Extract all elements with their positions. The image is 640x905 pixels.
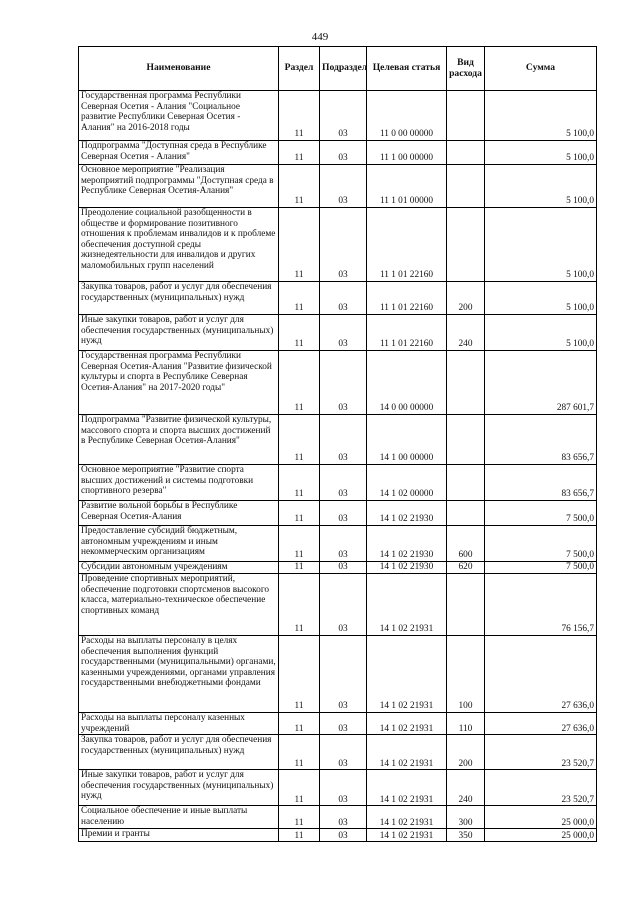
cell-vid: 350	[447, 829, 485, 842]
cell-vid	[447, 141, 485, 165]
cell-razdel: 11	[279, 165, 320, 208]
table-row	[79, 735, 597, 770]
cell-razdel: 11	[279, 574, 320, 636]
cell-name: Субсидии автономным учреждениям	[79, 562, 279, 574]
page-number: 449	[311, 31, 329, 43]
cell-razdel: 11	[279, 351, 320, 415]
table-body	[79, 91, 597, 842]
header-sum: Сумма	[485, 47, 597, 91]
cell-razdel: 11	[279, 208, 320, 282]
cell-target: 11 1 01 00000	[367, 165, 447, 208]
cell-sum: 5 100,0	[485, 91, 597, 141]
cell-sum: 5 100,0	[485, 208, 597, 282]
table-row	[79, 165, 597, 208]
cell-name: Иные закупки товаров, работ и услуг для обеспечения государственных (муниципальных) нужд	[79, 315, 279, 351]
table-row	[79, 501, 597, 526]
cell-podrazdel: 03	[320, 562, 367, 574]
cell-vid: 100	[447, 636, 485, 713]
cell-target: 11 1 00 00000	[367, 141, 447, 165]
cell-name: Основное мероприятие "Развитие спорта высших достижений и системы подготовки спортивного резерва"	[79, 465, 279, 501]
cell-target: 14 1 02 21931	[367, 636, 447, 713]
cell-podrazdel: 03	[320, 315, 367, 351]
cell-razdel: 11	[279, 501, 320, 526]
cell-name: Подпрограмма "Развитие физической культуры, массового спорта и спорта высших достижений в Республике Северная Осетия-Алания"	[79, 415, 279, 465]
cell-vid: 300	[447, 806, 485, 829]
cell-name: Социальное обеспечение и иные выплаты населению	[79, 806, 279, 829]
cell-razdel: 11	[279, 282, 320, 315]
cell-target: 11 1 01 22160	[367, 208, 447, 282]
cell-sum: 83 656,7	[485, 415, 597, 465]
cell-vid	[447, 415, 485, 465]
cell-sum: 5 100,0	[485, 141, 597, 165]
cell-razdel: 11	[279, 415, 320, 465]
header-vid: Вид расхода	[447, 47, 485, 91]
cell-sum: 7 500,0	[485, 526, 597, 562]
cell-name: Закупка товаров, работ и услуг для обеспечения государственных (муниципальных) нужд	[79, 282, 279, 315]
cell-vid	[447, 165, 485, 208]
cell-target: 14 1 02 21930	[367, 562, 447, 574]
table-row	[79, 465, 597, 501]
cell-razdel: 11	[279, 806, 320, 829]
header-razdel: Раздел	[279, 47, 320, 91]
table-row	[79, 315, 597, 351]
cell-podrazdel: 03	[320, 713, 367, 735]
cell-podrazdel: 03	[320, 574, 367, 636]
cell-target: 14 1 02 21931	[367, 770, 447, 806]
cell-podrazdel: 03	[320, 208, 367, 282]
table-row	[79, 636, 597, 713]
cell-razdel: 11	[279, 770, 320, 806]
cell-podrazdel: 03	[320, 415, 367, 465]
header-target: Целевая статья	[367, 47, 447, 91]
cell-podrazdel: 03	[320, 282, 367, 315]
cell-target: 14 1 02 00000	[367, 465, 447, 501]
cell-vid	[447, 351, 485, 415]
cell-vid	[447, 465, 485, 501]
cell-razdel: 11	[279, 315, 320, 351]
cell-podrazdel: 03	[320, 636, 367, 713]
table-row	[79, 526, 597, 562]
table-row	[79, 574, 597, 636]
cell-razdel: 11	[279, 735, 320, 770]
cell-name: Преодоление социальной разобщенности в обществе и формирование позитивного отношения к проблемам инвалидов и к проблеме обеспечения доступной среды жизнедеятельности для инвалидов и других маломобильных групп населений	[79, 208, 279, 282]
cell-name: Премии и гранты	[79, 829, 279, 842]
table-row	[79, 829, 597, 842]
cell-razdel: 11	[279, 526, 320, 562]
cell-sum: 27 636,0	[485, 713, 597, 735]
cell-target: 14 1 02 21931	[367, 735, 447, 770]
cell-vid	[447, 91, 485, 141]
cell-target: 14 1 02 21931	[367, 713, 447, 735]
cell-sum: 5 100,0	[485, 282, 597, 315]
cell-vid	[447, 208, 485, 282]
cell-sum: 7 500,0	[485, 501, 597, 526]
cell-podrazdel: 03	[320, 91, 367, 141]
budget-table	[78, 46, 597, 842]
cell-podrazdel: 03	[320, 165, 367, 208]
table-row	[79, 562, 597, 574]
cell-target: 11 0 00 00000	[367, 91, 447, 141]
cell-razdel: 11	[279, 141, 320, 165]
table-row	[79, 351, 597, 415]
cell-vid: 240	[447, 315, 485, 351]
table-row	[79, 806, 597, 829]
cell-name: Подпрограмма "Доступная среда в Республике Северная Осетия - Алания"	[79, 141, 279, 165]
table-header-row	[79, 47, 597, 91]
cell-sum: 27 636,0	[485, 636, 597, 713]
cell-target: 14 1 02 21930	[367, 526, 447, 562]
cell-vid	[447, 574, 485, 636]
table-row	[79, 415, 597, 465]
cell-target: 11 1 01 22160	[367, 315, 447, 351]
cell-podrazdel: 03	[320, 806, 367, 829]
cell-sum: 23 520,7	[485, 735, 597, 770]
cell-razdel: 11	[279, 465, 320, 501]
table-row	[79, 770, 597, 806]
cell-target: 14 1 02 21931	[367, 829, 447, 842]
cell-podrazdel: 03	[320, 735, 367, 770]
cell-target: 14 1 02 21931	[367, 806, 447, 829]
header-podrazdel: Подраздел	[320, 47, 367, 91]
table-row	[79, 208, 597, 282]
cell-vid: 110	[447, 713, 485, 735]
cell-name: Проведение спортивных мероприятий, обеспечение подготовки спортсменов высокого класса, материально-техническое обеспечение спортивных команд	[79, 574, 279, 636]
cell-vid: 200	[447, 282, 485, 315]
cell-name: Государственная программа Республики Северная Осетия-Алания "Развитие физической культуры и спорта в Республике Северная Осетия-Алания" на 2017-2020 годы"	[79, 351, 279, 415]
cell-sum: 83 656,7	[485, 465, 597, 501]
cell-sum: 76 156,7	[485, 574, 597, 636]
cell-sum: 23 520,7	[485, 770, 597, 806]
cell-name: Расходы на выплаты персоналу в целях обеспечения выполнения функций государственными (муниципальными) органами, казенными учреждениями, органами управления государственными внебюджетными фондами	[79, 636, 279, 713]
cell-name: Закупка товаров, работ и услуг для обеспечения государственных (муниципальных) нужд	[79, 735, 279, 770]
cell-target: 14 0 00 00000	[367, 351, 447, 415]
cell-vid	[447, 501, 485, 526]
cell-podrazdel: 03	[320, 829, 367, 842]
cell-name: Предоставление субсидий бюджетным, автономным учреждениям и иным некоммерческим организациям	[79, 526, 279, 562]
cell-sum: 25 000,0	[485, 806, 597, 829]
cell-name: Основное мероприятие "Реализация мероприятий подпрограммы "Доступная среда в Республике Северная Осетия-Алания"	[79, 165, 279, 208]
header-name: Наименование	[79, 47, 279, 91]
table-row	[79, 713, 597, 735]
cell-target: 14 1 02 21931	[367, 574, 447, 636]
cell-sum: 25 000,0	[485, 829, 597, 842]
cell-razdel: 11	[279, 636, 320, 713]
cell-vid: 600	[447, 526, 485, 562]
cell-razdel: 11	[279, 91, 320, 141]
cell-target: 11 1 01 22160	[367, 282, 447, 315]
cell-name: Развитие вольной борьбы в Республике Северная Осетия-Алания	[79, 501, 279, 526]
table-row	[79, 91, 597, 141]
cell-podrazdel: 03	[320, 465, 367, 501]
cell-sum: 287 601,7	[485, 351, 597, 415]
cell-razdel: 11	[279, 562, 320, 574]
cell-vid: 200	[447, 735, 485, 770]
cell-razdel: 11	[279, 713, 320, 735]
cell-target: 14 1 00 00000	[367, 415, 447, 465]
cell-target: 14 1 02 21930	[367, 501, 447, 526]
table-row	[79, 141, 597, 165]
cell-name: Иные закупки товаров, работ и услуг для обеспечения государственных (муниципальных) нужд	[79, 770, 279, 806]
cell-podrazdel: 03	[320, 141, 367, 165]
cell-name: Государственная программа Республики Северная Осетия - Алания "Социальное развитие Республики Северная Осетия - Алания" на 2016-2018 годы	[79, 91, 279, 141]
cell-podrazdel: 03	[320, 770, 367, 806]
cell-podrazdel: 03	[320, 501, 367, 526]
cell-sum: 5 100,0	[485, 315, 597, 351]
cell-sum: 5 100,0	[485, 165, 597, 208]
cell-sum: 7 500,0	[485, 562, 597, 574]
cell-vid: 620	[447, 562, 485, 574]
cell-razdel: 11	[279, 829, 320, 842]
cell-podrazdel: 03	[320, 526, 367, 562]
table-row	[79, 282, 597, 315]
cell-name: Расходы на выплаты персоналу казенных учреждений	[79, 713, 279, 735]
cell-podrazdel: 03	[320, 351, 367, 415]
cell-vid: 240	[447, 770, 485, 806]
